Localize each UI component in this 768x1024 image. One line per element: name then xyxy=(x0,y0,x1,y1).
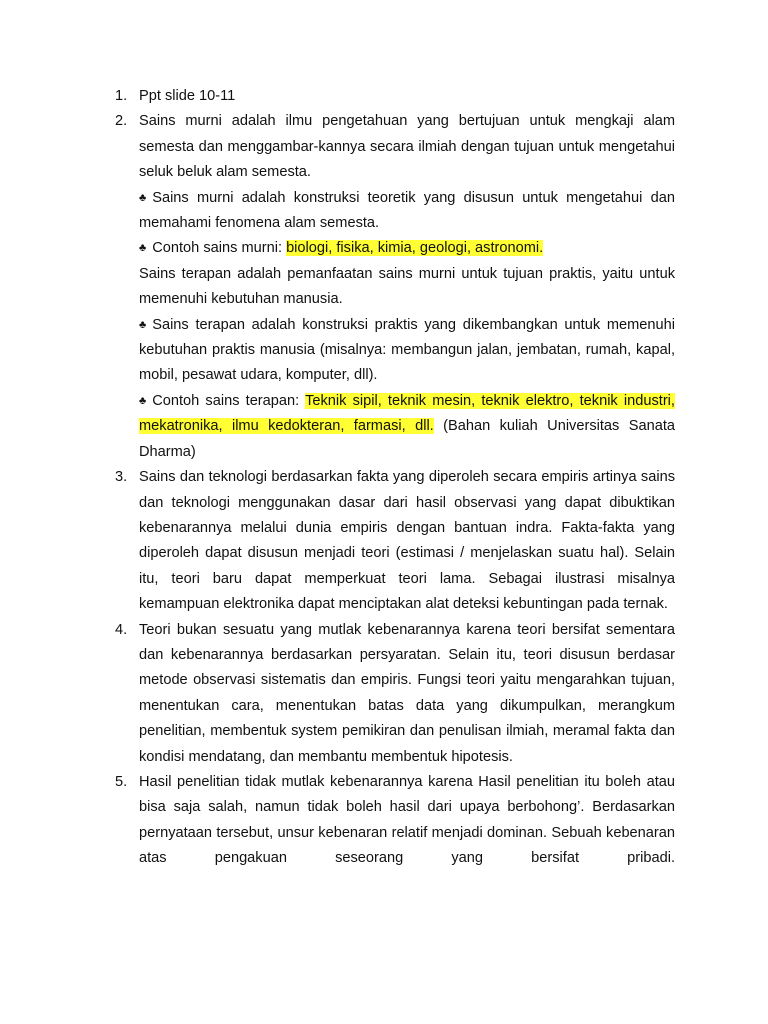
club-bullet-icon: ♣ xyxy=(139,318,147,331)
applied-science-definition: Sains terapan adalah pemanfaatan sains murni untuk tujuan praktis, yaitu untuk memenuhi kebutuhan manusia. xyxy=(139,265,675,308)
list-item-text: Ppt slide 10-11 xyxy=(139,88,236,104)
pure-science-bullet xyxy=(139,186,675,237)
bullet-prefix: Contoh sains terapan: xyxy=(152,392,306,409)
list-number: 4. xyxy=(115,621,128,638)
highlighted-examples: Teknik sipil, teknik mesin, teknik elektro, teknik industri, mekatronika, ilmu kedokteran, farmasi, dll. xyxy=(139,392,675,435)
bullet-text: Sains terapan adalah konstruksi praktis yang dikembangkan untuk memenuhi kebutuhan praktis manusia (misalnya: membangun jalan, jembatan, rumah, kapal, mobil, pesawat udara, komputer, dll). xyxy=(139,316,675,384)
list-item-text: Teori bukan sesuatu yang mutlak kebenarannya karena teori bersifat sementara dan kebenarannya berdasarkan persyaratan. Selain itu, teori disusun berdasar metode observasi sistematis dan empiris. Fungsi teori yaitu mengarahkan tujuan, menentukan cara, menentukan batas data yang dikumpulkan, merangkum penelitian, membentuk system pemikiran dan penulisan ilmiah, meramal fakta dan kondisi mendatang, dan membantu membentuk hipotesis. xyxy=(139,621,675,765)
list-item-text: Sains dan teknologi berdasarkan fakta yang diperoleh secara empiris artinya sains dan teknologi menggunakan dasar dari hasil observasi yang dapat dibuktikan kebenarannya melalui dunia empiris dengan bantuan indra. Fakta-fakta yang diperoleh dapat disusun menjadi teori (estimasi / menjelaskan suatu hal). Selain itu, teori baru dapat memperkuat teori lama. Sebagai ilustrasi misalnya kemampuan elektronika dapat menciptakan alat deteksi kebuntingan pada ternak. xyxy=(139,469,675,613)
bullet-text: Sains murni adalah konstruksi teoretik yang disusun untuk mengetahui dan memahami fenomena alam semesta. xyxy=(139,189,675,232)
applied-science-examples xyxy=(139,389,675,465)
list-number: 3. xyxy=(115,469,128,486)
list-number: 5. xyxy=(115,773,128,790)
source-citation: (Bahan kuliah Universitas Sanata Dharma) xyxy=(139,418,675,460)
list-item-5 xyxy=(115,770,675,872)
applied-science-bullet xyxy=(139,313,675,389)
list-item-text: Hasil penelitian tidak mutlak kebenarannya karena Hasil penelitian itu boleh atau bisa saja salah, namun tidak boleh hasil dari upaya berbohong’. Berdasarkan pernyataan tersebut, unsur kebenaran relatif menjadi dominan. Sebuah kebenaran atas pengakuan seseorang yang bersifat pribadi. xyxy=(139,773,675,867)
highlighted-examples: biologi, fisika, kimia, geologi, astronomi. xyxy=(286,240,544,257)
pure-science-examples xyxy=(139,236,675,261)
club-bullet-icon: ♣ xyxy=(139,242,147,255)
club-bullet-icon: ♣ xyxy=(139,394,147,407)
list-number: 1. xyxy=(115,88,128,104)
list-item-1 xyxy=(115,84,675,109)
list-number: 2. xyxy=(115,113,128,130)
numbered-list xyxy=(115,84,675,872)
list-item-3 xyxy=(115,465,675,617)
pure-science-definition: Sains murni adalah ilmu pengetahuan yang bertujuan untuk mengkaji alam semesta dan menggambar-kannya secara ilmiah dengan tujuan untuk mengetahui seluk beluk alam semesta. xyxy=(139,113,675,181)
list-item-2 xyxy=(115,109,675,465)
list-item-4 xyxy=(115,618,675,770)
club-bullet-icon: ♣ xyxy=(139,191,147,204)
bullet-prefix: Contoh sains murni: xyxy=(152,240,287,257)
